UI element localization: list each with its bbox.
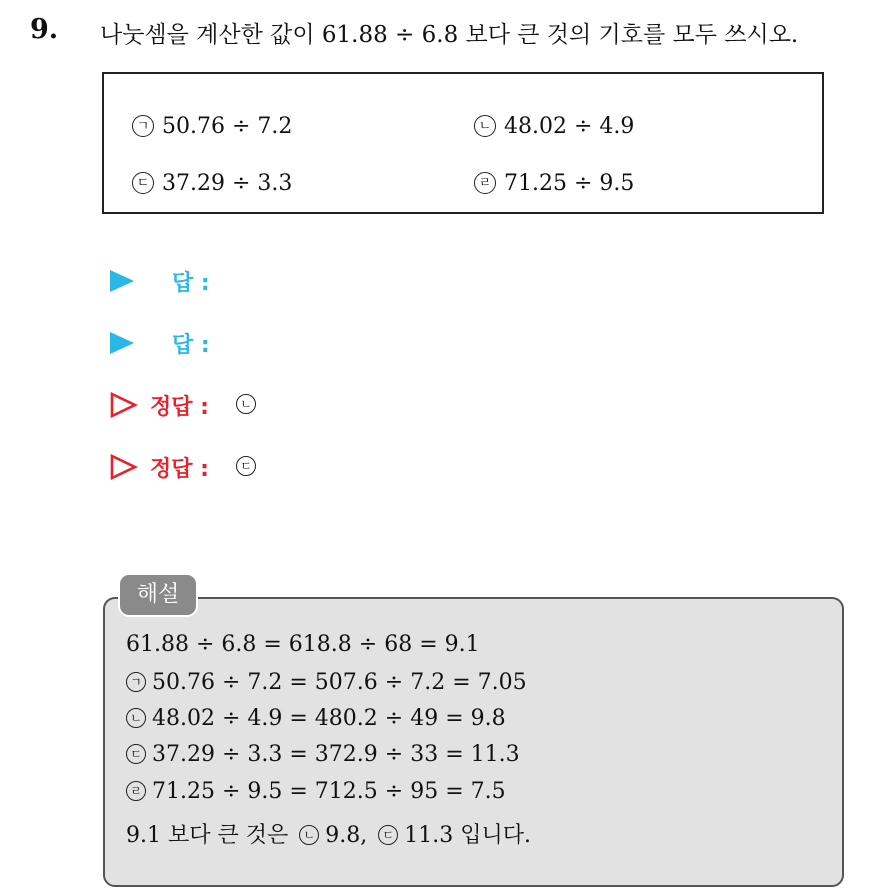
explanation-text: 48.02 ÷ 4.9 = 480.2 ÷ 49 = 9.8	[152, 706, 506, 731]
correct-answer-label: 정답 :	[150, 457, 209, 482]
choice-expression: 37.29 ÷ 3.3	[162, 171, 293, 196]
question-number: 9.	[30, 14, 59, 45]
conclusion-mark-icon: ㄴ	[299, 825, 319, 845]
choice-rieul	[474, 171, 634, 196]
outline-triangle-icon	[110, 392, 138, 418]
explanation-text: 71.25 ÷ 9.5 = 712.5 ÷ 95 = 7.5	[152, 779, 506, 804]
choice-mark-icon: ㄹ	[474, 172, 496, 194]
answer-prompt-label: 답 :	[172, 271, 210, 296]
choice-digeut	[132, 171, 292, 196]
correct-answer-label: 정답 :	[150, 395, 209, 420]
explanation-line	[126, 742, 520, 767]
choices-box	[102, 72, 824, 214]
choice-nieun	[474, 114, 634, 139]
explanation-mark-icon: ㄷ	[126, 744, 146, 764]
conclusion-mark-icon: ㄷ	[378, 825, 398, 845]
choice-expression: 50.76 ÷ 7.2	[162, 114, 293, 139]
explanation-line	[126, 706, 506, 731]
choice-mark-icon: ㄴ	[474, 115, 496, 137]
explanation-line	[126, 670, 527, 695]
conclusion-prefix: 9.1 보다 큰 것은	[126, 823, 289, 848]
conclusion-value: 9.8,	[325, 823, 368, 848]
correct-answer-mark: ㄴ	[236, 394, 256, 414]
answer-prompt-label: 답 :	[172, 333, 210, 358]
choice-giyeok	[132, 114, 292, 139]
play-triangle-icon	[110, 332, 134, 354]
explanation-line	[126, 632, 480, 657]
conclusion-value: 11.3 입니다.	[404, 823, 531, 848]
explanation-line	[126, 779, 506, 804]
choice-expression: 48.02 ÷ 4.9	[504, 114, 635, 139]
choice-expression: 71.25 ÷ 9.5	[504, 171, 635, 196]
explanation-text: 50.76 ÷ 7.2 = 507.6 ÷ 7.2 = 7.05	[152, 670, 527, 695]
play-triangle-icon	[110, 270, 134, 292]
explanation-mark-icon: ㄴ	[126, 708, 146, 728]
correct-answer-mark: ㄷ	[236, 456, 256, 476]
explanation-mark-icon: ㄹ	[126, 781, 146, 801]
outline-triangle-icon	[110, 454, 138, 480]
explanation-text: 37.29 ÷ 3.3 = 372.9 ÷ 33 = 11.3	[152, 742, 520, 767]
explanation-text: 61.88 ÷ 6.8 = 618.8 ÷ 68 = 9.1	[126, 632, 480, 657]
choice-mark-icon: ㄱ	[132, 115, 154, 137]
explanation-tab: 해설	[118, 573, 198, 617]
question-text: 나눗셈을 계산한 값이 61.88 ÷ 6.8 보다 큰 것의 기호를 모두 쓰시오.	[100, 22, 799, 48]
choice-mark-icon: ㄷ	[132, 172, 154, 194]
explanation-conclusion	[126, 818, 531, 849]
explanation-mark-icon: ㄱ	[126, 672, 146, 692]
